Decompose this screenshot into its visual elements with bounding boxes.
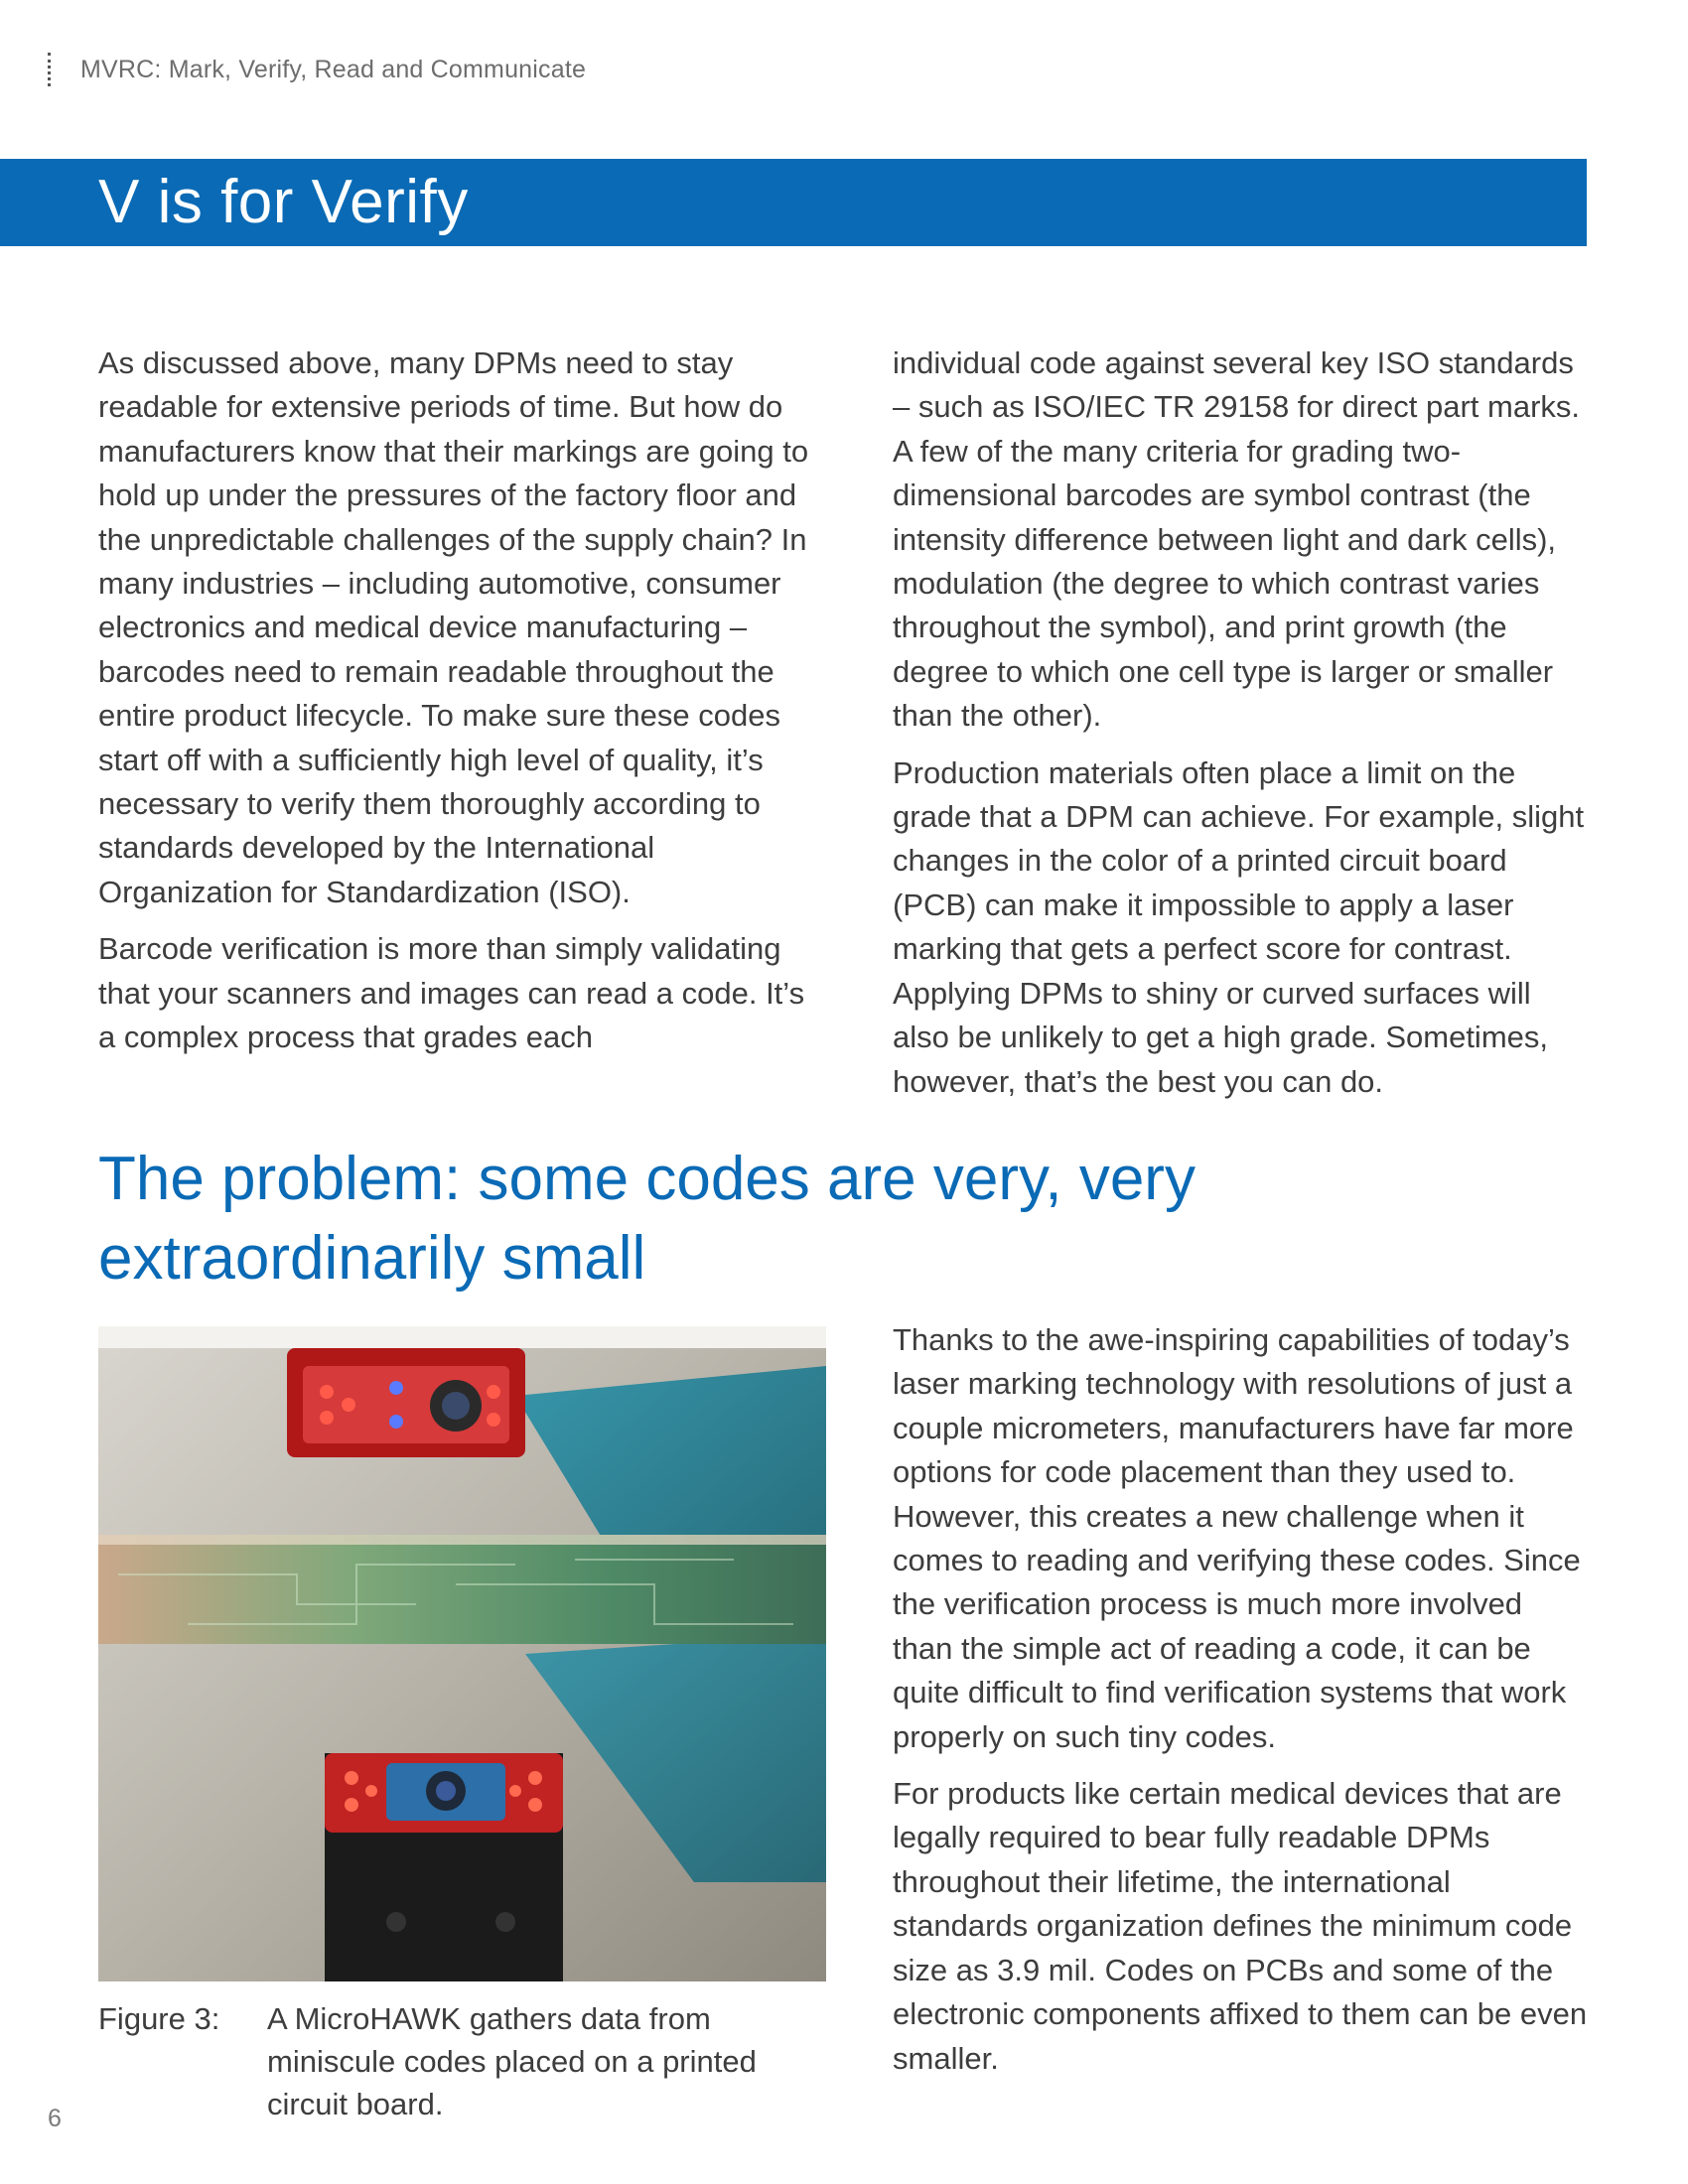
intro-column-left	[98, 341, 823, 1073]
paragraph: For products like certain medical devices that are legally required to bear fully readable DPMs throughout their lifetime, the international standards organization defines the minimum code size as 3.9 mil. Codes on PCBs and some of the electronic components affixed to them can be even smaller.	[893, 1776, 1588, 2076]
figure-caption-text: A MicroHAWK gathers data from miniscule codes placed on a printed circuit board.	[267, 2001, 757, 2121]
running-head	[48, 52, 586, 87]
figure-photo	[98, 1326, 826, 1981]
upper-reader	[287, 1348, 525, 1457]
page-number: 6	[48, 2105, 62, 2132]
figure-label: Figure 3:	[98, 2001, 220, 2036]
paragraph: As discussed above, many DPMs need to stay readable for extensive periods of time. But how do manufacturers know that their markings are going to hold up under the pressures of the factory floor and the unpredictable challenges of the supply chain? In many industries – including automotive, consumer electronics and medical device manufacturing – barcodes need to remain readable throughout the entire product lifecycle. To make sure these codes start off with a sufficiently high level of quality, it’s necessary to verify them thoroughly according to standards developed by the International Organization for Standardization (ISO).	[98, 345, 809, 909]
running-head-divider	[48, 53, 51, 86]
microhawk-photo-illustration	[98, 1326, 826, 1981]
intro-column-right	[893, 341, 1588, 1117]
section-heading: The problem: some codes are very, very extraordinarily small	[98, 1145, 1196, 1293]
running-head-text: MVRC: Mark, Verify, Read and Communicate	[80, 55, 587, 83]
page-title: V is for Verify	[98, 168, 469, 236]
paragraph: Barcode verification is more than simply validating that your scanners and images can read a code. It’s a complex process that grades each	[98, 931, 805, 1055]
figure-caption	[98, 1997, 833, 2125]
paragraph: Thanks to the awe-inspiring capabilities of today’s laser marking technology with resolutions of just a couple micrometers, manufacturers have far more options for code placement than they used to. However, this creates a new challenge when it comes to reading and verifying these codes. Since the verification process is much more involved than the simple act of reading a code, it can be quite difficult to find verification systems that work properly on such tiny codes.	[893, 1322, 1581, 1754]
paragraph: Production materials often place a limit on the grade that a DPM can achieve. For example, slight changes in the color of a printed circuit board (PCB) can make it impossible to apply a laser marking that gets a perfect score for contrast. Applying DPMs to shiny or curved surfaces will also be unlikely to get a high grade. Sometimes, however, that’s the best you can do.	[893, 754, 1585, 1099]
paragraph: individual code against several key ISO standards – such as ISO/IEC TR 29158 for direct part marks. A few of the many criteria for grading two-dimensional barcodes are symbol contrast (the intensity difference between light and dark cells), modulation (the degree to which contrast varies throughout the symbol), and print growth (the degree to which one cell type is larger or smaller than the other).	[893, 345, 1581, 734]
problem-column-right	[893, 1318, 1588, 2094]
lower-reader	[325, 1753, 563, 1981]
title-bar	[0, 159, 1587, 246]
